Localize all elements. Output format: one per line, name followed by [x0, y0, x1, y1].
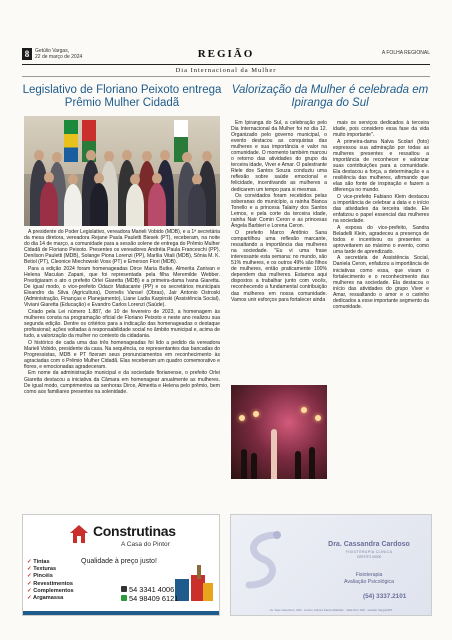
page-header — [22, 48, 430, 64]
right-paragraph: Em Ipiranga do Sul, a celebração pelo Dia Internacional da Mulher foi no dia 12. Organizado pelo governo municipal, o evento destacou as conquistas das mulheres e sua importância e valor na comunidade. O momento também marcou o retorno das atividades do grupo da terceira idade, Viver e Amar. O palestrante Riele dos Santos Souza conduziu uma reflexão sobre saúde emocional e felicidade, incentivando as mulheres a dedicarem um tempo para si mesmas. — [231, 120, 327, 193]
ad-product-item: ✓ Argamassa — [27, 595, 74, 602]
right-article-column-1 — [231, 120, 327, 303]
ad-phone-landline[interactable]: 54 3341 4006 — [129, 585, 175, 594]
ad-product-item: ✓ Tintas — [27, 559, 74, 566]
page-number: 8 — [22, 48, 32, 60]
ad-accent-stripe — [23, 611, 219, 615]
right-paragraph: Os convidados foram recebidos pelas soberanas do município, a rainha Bianca Tonello e a princesa Talainy dos Santos Lemos, e pela corte da terceira idade, rainha Nair Comin Ceron e as princesas Ângela Barbieri e Lorena Ceron. — [231, 193, 327, 230]
right-paragraph: A esposa do vice-prefeito, Sandra Beladelli Klein, agradeceu a presença de todos e incentivou os presentes a aproveitarem ao máximo o evento, como uma tarde de aprendizado. — [333, 224, 429, 255]
header-city: Getúlio Vargas, — [35, 48, 70, 54]
right-article-headline: Valorização da Mulher é celebrada em Ipiranga do Sul — [231, 84, 429, 109]
clinic-registration: CREFITO 00000 — [356, 555, 382, 559]
newspaper-name: A FOLHA REGIONAL — [381, 50, 430, 56]
right-paragraph: A secretária de Assistência Social, Daniela Ceron, enfatizou a importância de iniciativas como essa, que visam o fortalecimento e o reconhecimento das mulheres na sociedade. Ela destacou o início das atividades do grupo Viver e Amar, ressaltando o amor e o carinho dedicados a esse importante segmento da comunidade. — [333, 255, 429, 310]
clinic-service-item: Avaliação Psicológica — [343, 578, 395, 585]
clinic-phone[interactable]: (54) 3337.2101 — [363, 593, 407, 600]
right-paragraph: O vice-prefeito Fabiano Klein destacou a importância de celebrar a data e o início das atividades da terceira idade. Ele enfatizou o papel essencial das mulheres na sociedade. — [333, 193, 429, 224]
cassandra-clinic-ad[interactable] — [230, 514, 432, 616]
house-logo-icon — [69, 524, 89, 544]
left-paragraph: Para a edição 2024 foram homenageadas Dirce Maria Butke, Almerita Zanivan e Helena Maculan Zapani, que foi representada pela filha Meremilde Webber. Prestigiaram o ato o prefeito Orlei Giaretta (MDB) e a primeira-dama Ivana Giaretta. De igual modo, o vice-prefeito Odacir Matiacante (PP) e os secretários municipais Eleandro da Silva (Agricultura), Dornelis Vansel (Obras), Jair Antonio Ostroski (Administração, Finanças e Planejamento), Liane Ladia Karpinski (Assistência Social), Viviani Giaretta (Educação) e Evandro Carlos Lorenzi (Saúde). — [24, 265, 220, 309]
clinic-services — [311, 572, 427, 585]
special-section-title: Dia Internacional da Mulher — [175, 67, 277, 74]
section-divider — [22, 76, 430, 77]
right-paragraph: mais os serviços dedicados à terceira idade, pois considero essa fase da vida muito importante". — [333, 120, 429, 139]
phone-icon — [121, 586, 128, 602]
ad-product-list — [27, 559, 74, 602]
paint-cans-icon — [173, 565, 215, 605]
right-article-column-2 — [333, 120, 429, 310]
left-paragraph: A presidente do Poder Legislativo, vereadora Marieli Vobido (MDB), e a 1ª secretária da mesa diretora, vereadora Rejane Paula Pauletti Biesek (PT), receberam, na noite do dia 14 de março, a comunidade para a sessão solene de entrega do Prêmio Mulher Cidadã de Floriano Peixoto. Presentes os vereadores Andréia Paula Franceschi (PP), Denilson Pauletti (MDB), Solange Piona Lorenzi (PP), Marília Vitali (MDB), Sônia M. K. Betiol (PT), Cleonice Miechowski Voss (PT) e Emerson Fiori (MDB). — [24, 229, 220, 266]
left-paragraph: O histórico de cada uma das três homenageadas foi lido a pedido da vereadora Marieli Vobido, presidente da casa. Na sequência, os representantes das bancadas do Progressistas, MDB e PT fizeram seus pronunciamentos em reconhecimento às agraciadas com o Prêmio Mulher Cidadã. Elas receberam um quadro comemorativo e flores, e emocionadas agradeceram. — [24, 339, 220, 370]
ad-brand-name: Construtinas — [93, 523, 176, 539]
ad-product-item: ✓ Texturas — [27, 566, 74, 573]
ad-slogan: Qualidade à preço justo! — [81, 558, 157, 565]
clinic-specialty: FISIOTERAPIA CLÍNICA — [345, 550, 393, 554]
left-article-body — [24, 229, 220, 395]
event-stage-photo — [231, 385, 327, 479]
ad-tagline: A Casa do Pintor — [121, 541, 170, 548]
ad-product-item: ✓ Revestimentos — [27, 581, 74, 588]
left-article-headline: Legislativo de Floriano Peixoto entrega Prêmio Mulher Cidadã — [22, 84, 222, 109]
left-paragraph: Em nome da administração municipal e da sociedade florianense, o prefeito Orlei Giaretta destacou a iniciativa da Câmara em homenagear anualmente as mulheres. De igual modo, cumprimentou as senhoras Dirce, Almerita e Helena pelo prêmio, bem como aos familiares presentes na solenidade. — [24, 370, 220, 395]
header-divider — [22, 64, 430, 65]
section-title: REGIÃO — [197, 48, 255, 60]
right-paragraph: A primeira-dama Nalva Scolari (foto) expressou sua admiração por todas as mulheres presentes e ressaltou a importância de reconhecer e valorizar suas contribuições para a comunidade. Ela destacou a força, a determinação e a resiliência das mulheres, afirmando que elas são fonte de inspiração e fazem a diferença no mundo. — [333, 138, 429, 194]
clinic-address: Av. Sete Setembro, 000 - Centro Clínica Santa Mathilde - Sala 00 e 000 - Getúlio Vargas/RS — [269, 608, 393, 612]
award-ceremony-photo — [24, 116, 220, 226]
right-paragraph: O prefeito Marco Antônio Sana compartilhou uma reflexão marcante, ressaltando a importância das mulheres na sociedade. "Eu vi uma frase interessante esta semana: no mundo, são 51% mulheres, e os outros 49% são filhos de mulheres, então praticamente 100% dependem das mulheres. Estamos aqui dispostos a trabalhar junto com vocês, reconhecendo a fundamental contribuição das mulheres em nossa comunidade. Vamos unir esforços para fortalecer ainda — [231, 230, 327, 303]
ad-product-item: ✓ Complementos — [27, 588, 74, 595]
clinic-doctor-name: Dra. Cassandra Cardoso — [328, 541, 410, 548]
construtinas-ad[interactable] — [22, 514, 220, 616]
ad-phones — [129, 585, 178, 603]
header-date: 22 de março de 2024 — [35, 54, 83, 60]
clinic-logo-icon — [241, 529, 287, 591]
clinic-service-item: Fisioterapia — [355, 572, 383, 578]
left-paragraph: Criado pela Lei número 1.887, de 10 de fevereiro de 2023, a homenagem às mulheres consta na programação oficial de Floriano Peixoto e neste ano realizou sua segunda edição. Dentre os critérios para a indicação das homenageadas o destaque profissional; ações voltadas à responsabilidade social no âmbito municipal e, acima de tudo, a valorização da mulher no contexto da cidadania. — [24, 308, 220, 339]
ad-product-item: ✓ Pincéis — [27, 573, 74, 580]
ad-phone-mobile[interactable]: 54 98409 6121 — [129, 594, 179, 603]
